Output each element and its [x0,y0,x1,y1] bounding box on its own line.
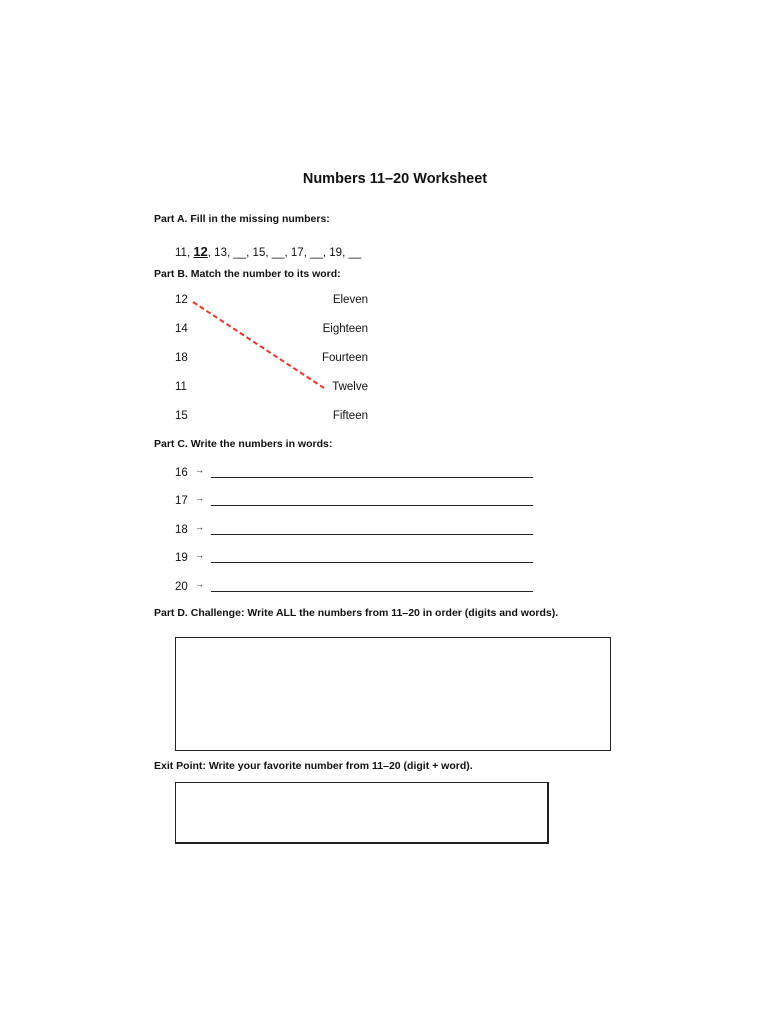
sequence-rest: , 13, __, 15, __, 17, __, 19, __ [207,247,362,259]
part-d-heading: Part D. Challenge: Write ALL the numbers from 11–20 in order (digits and words). [154,607,559,619]
challenge-answer-box[interactable] [175,637,611,751]
write-number: 17 [175,495,188,507]
write-number: 19 [175,552,188,564]
arrow-icon: → [195,493,204,503]
match-word: Twelve [332,381,368,393]
exit-answer-box[interactable] [175,782,549,844]
worksheet-title: Numbers 11–20 Worksheet [302,171,488,187]
filled-number: 12 [193,244,208,259]
match-number: 12 [175,294,188,306]
match-number: 15 [175,410,188,422]
answer-line[interactable] [211,562,533,563]
part-a-heading: Part A. Fill in the missing numbers: [154,213,330,225]
match-line [193,302,324,388]
arrow-icon: → [195,522,204,532]
part-b-heading: Part B. Match the number to its word: [154,268,341,280]
match-word: Eighteen [322,323,368,335]
write-number: 20 [175,581,188,593]
write-number: 16 [175,467,188,479]
sequence-start: 11, [175,247,194,259]
answer-line[interactable] [211,505,533,506]
answer-line[interactable] [211,534,533,535]
match-word: Fourteen [321,352,368,364]
write-number: 18 [175,524,188,536]
arrow-icon: → [195,579,204,589]
answer-line[interactable] [211,591,533,592]
match-number: 18 [175,352,188,364]
arrow-icon: → [195,550,204,560]
part-c-heading: Part C. Write the numbers in words: [154,438,333,450]
match-number: 14 [175,323,188,335]
match-number: 11 [175,381,187,393]
match-word: Eleven [332,294,368,306]
match-word: Fifteen [332,410,368,422]
answer-line[interactable] [211,477,533,478]
arrow-icon: → [195,465,204,475]
exit-point-heading: Exit Point: Write your favorite number from 11–20 (digit + word). [154,760,473,772]
